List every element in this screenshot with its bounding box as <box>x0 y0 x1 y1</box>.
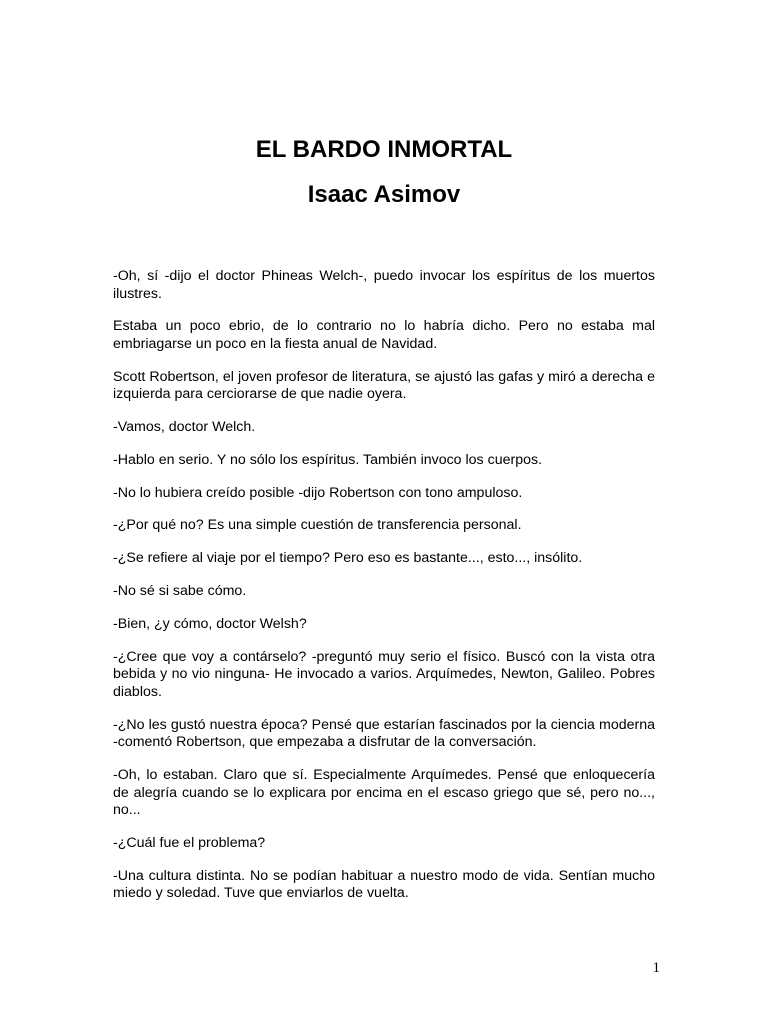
paragraph: -¿Por qué no? Es una simple cuestión de transferencia personal. <box>113 517 522 534</box>
paragraph: -No lo hubiera creído posible -dijo Robertson con tono ampuloso. <box>113 484 523 501</box>
paragraph: -¿Cree que voy a contárselo? -preguntó muy serio el físico. Buscó con la vista otra bebida y no vio ninguna- He invocado a varios. Arquímedes, Newton, Galileo. Pobres diablos. <box>113 648 655 700</box>
paragraph: -Una cultura distinta. No se podían habituar a nuestro modo de vida. Sentían mucho miedo y soledad. Tuve que enviarlos de vuelta. <box>113 867 655 902</box>
author-name: Isaac Asimov <box>307 181 461 208</box>
paragraph: Scott Robertson, el joven profesor de literatura, se ajustó las gafas y miró a derecha e izquierda para cerciorarse de que nadie oyera. <box>113 368 655 403</box>
paragraph: -¿Cuál fue el problema? <box>113 834 266 851</box>
paragraph: -No sé si sabe cómo. <box>113 583 247 600</box>
paragraph: -¿No les gustó nuestra época? Pensé que estarían fascinados por la ciencia moderna -comentó Robertson, que empezaba a disfrutar de la conversación. <box>113 716 655 751</box>
paragraph: -Oh, sí -dijo el doctor Phineas Welch-, puedo invocar los espíritus de los muertos ilustres. <box>113 268 655 302</box>
paragraph: -¿Se refiere al viaje por el tiempo? Pero eso es bastante..., esto..., insólito. <box>113 550 583 567</box>
paragraph: -Oh, lo estaban. Claro que sí. Especialmente Arquímedes. Pensé que enloquecería de alegría cuando se lo explicara por encima en el escaso griego que sé, pero no..., no... <box>113 766 655 819</box>
body-text <box>113 268 655 918</box>
paragraph: Estaba un poco ebrio, de lo contrario no lo habría dicho. Pero no estaba mal embriagarse un poco en la fiesta anual de Navidad. <box>113 318 655 352</box>
paragraph: -Vamos, doctor Welch. <box>113 419 256 436</box>
page-title: EL BARDO INMORTAL <box>255 136 513 163</box>
paragraph: -Bien, ¿y cómo, doctor Welsh? <box>113 615 307 632</box>
page-number: 1 <box>652 960 660 976</box>
paragraph: -Hablo en serio. Y no sólo los espíritus. También invoco los cuerpos. <box>113 451 543 468</box>
